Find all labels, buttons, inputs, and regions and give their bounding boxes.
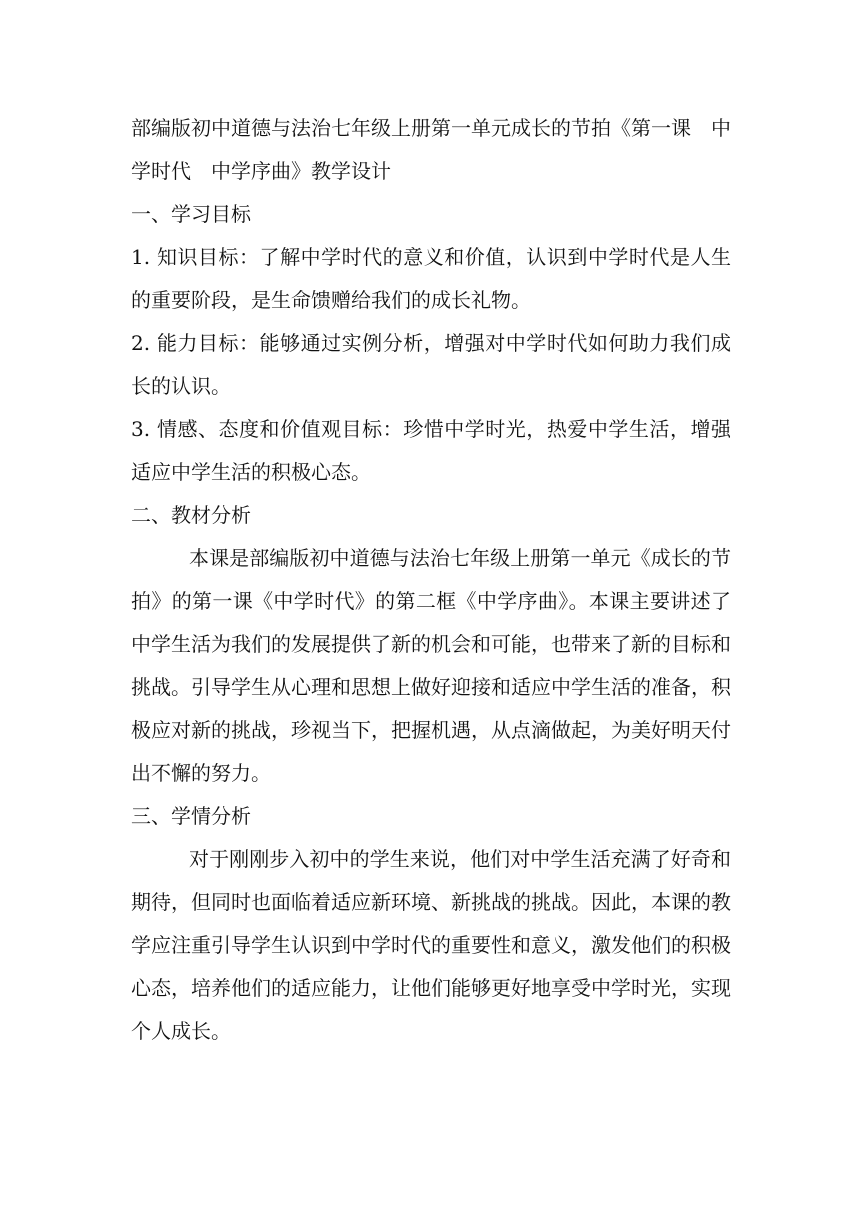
section-heading-textbook-analysis: 二、教材分析 (131, 503, 251, 527)
goal-knowledge: 1. 知识目标：了解中学时代的意义和价值，认识到中学时代是人生的重要阶段，是生命馈赠给我们的成长礼物。 (131, 245, 731, 312)
section-heading-learning-goals: 一、学习目标 (131, 202, 251, 226)
document-page (131, 107, 731, 1053)
textbook-analysis-paragraph: 本课是部编版初中道德与法治七年级上册第一单元《成长的节拍》的第一课《中学时代》的第二框《中学序曲》。本课主要讲述了中学生活为我们的发展提供了新的机会和可能，也带来了新的目标和挑战。引导学生从心理和思想上做好迎接和适应中学生活的准备，积极应对新的挑战，珍视当下，把握机遇，从点滴做起，为美好明天付出不懈的努力。 (131, 546, 731, 785)
student-analysis-paragraph: 对于刚刚步入初中的学生来说，他们对中学生活充满了好奇和期待，但同时也面临着适应新环境、新挑战的挑战。因此，本课的教学应注重引导学生认识到中学时代的重要性和意义，激发他们的积极心态，培养他们的适应能力，让他们能够更好地享受中学时光，实现个人成长。 (131, 847, 731, 1043)
document-title: 部编版初中道德与法治七年级上册第一单元成长的节拍《第一课 中学时代 中学序曲》教学设计 (131, 116, 731, 183)
section-heading-student-analysis: 三、学情分析 (131, 804, 251, 828)
goal-emotion-attitude-values: 3. 情感、态度和价值观目标：珍惜中学时光，热爱中学生活，增强适应中学生活的积极心态。 (131, 417, 731, 484)
goal-ability: 2. 能力目标：能够通过实例分析，增强对中学时代如何助力我们成长的认识。 (131, 331, 731, 398)
